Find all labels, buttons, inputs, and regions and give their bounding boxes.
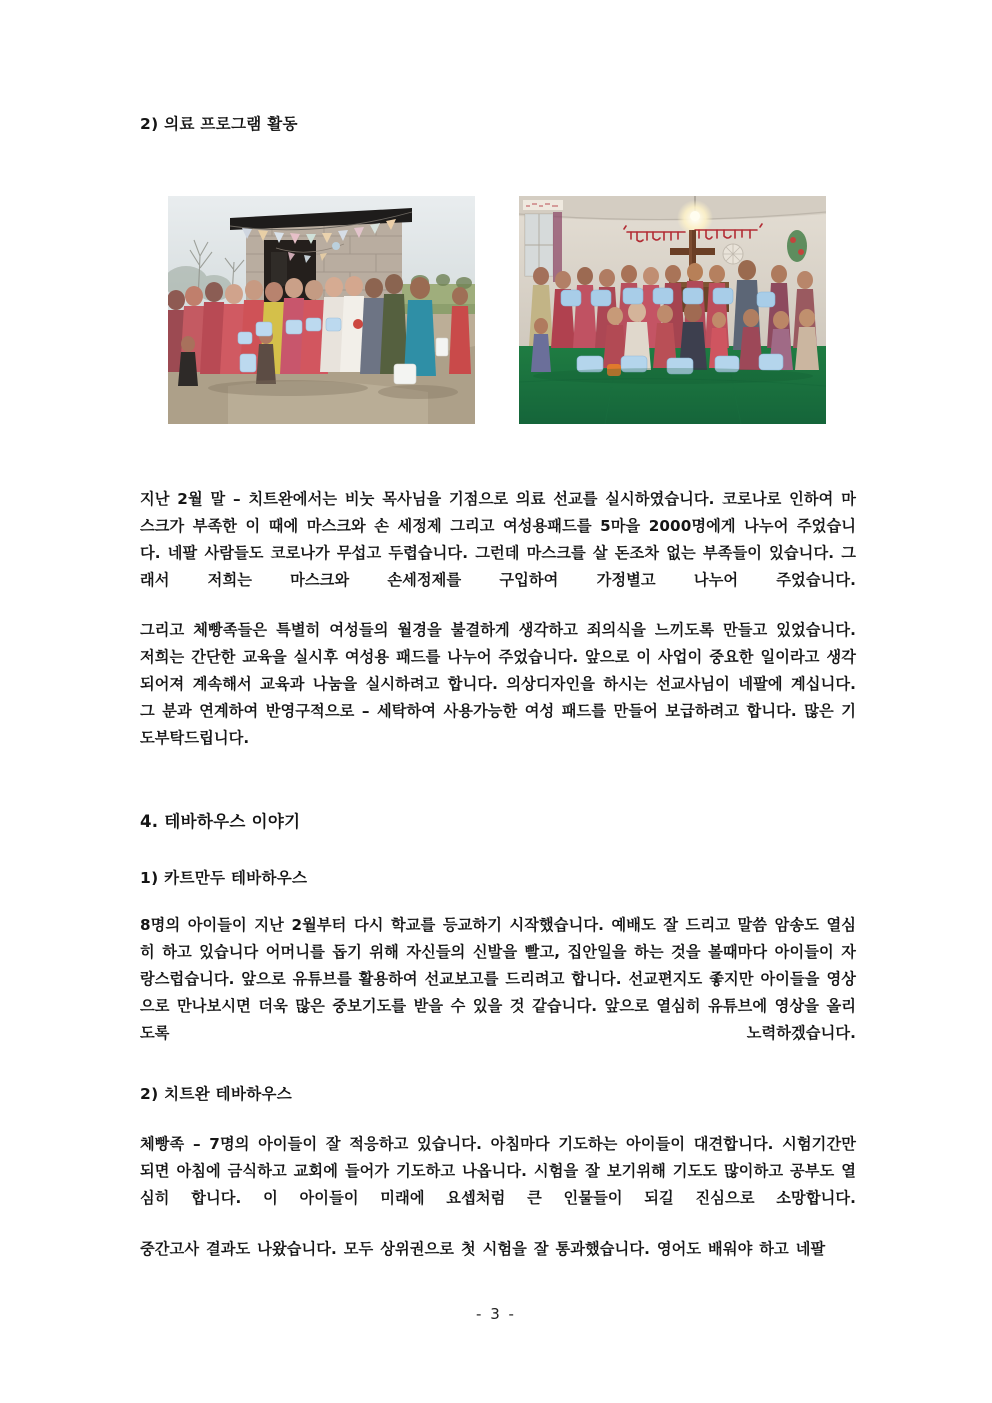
- section-heading-kathmandu-tebahouse: 1) 카트만두 테바하우스: [140, 869, 308, 887]
- photo-outdoor-group-mask-distribution: [168, 196, 475, 424]
- paragraph-kathmandu: 8명의 아이들이 지난 2월부터 다시 학교를 등교하기 시작했습니다. 예배도 잘 드리고 말씀 암송도 열심히 하고 있습니다 어머니를 돕기 위해 자신들의 신발을 빨고, 집안일을 하는 것을 볼때마다 아이들이 자랑스럽습니다. 앞으로 유튜브를 활용하여 선교보고를 드리려고 합니다. 선교편지도 좋지만 아이들을 영상으로 만나보시면 더욱 많은 중보기도를 받을 수 있을 것 같습니다. 앞으로 열심히 유튜브에 영상을 올리도록 노력하겠습니다.: [140, 916, 856, 1042]
- section-heading-chitwan-tebahouse: 2) 치트완 테바하우스: [140, 1085, 293, 1103]
- paragraph-chitwan-2: 중간고사 결과도 나왔습니다. 모두 상위권으로 첫 시험을 잘 통과했습니다. 영어도 배워야 하고 네팔: [140, 1240, 826, 1258]
- photo-church-illustration: [519, 196, 826, 424]
- page-number: - 3 -: [476, 1305, 516, 1323]
- section-heading-medical-program: 2) 의료 프로그램 활동: [140, 115, 298, 133]
- section-heading-tebahouse: 4. 테바하우스 이야기: [140, 812, 301, 831]
- photo-row: [168, 196, 826, 424]
- paragraph-chitwan-1: 체빵족 – 7명의 아이들이 잘 적응하고 있습니다. 아침마다 기도하는 아이들이 대견합니다. 시험기간만 되면 아침에 금식하고 교회에 들어가 기도하고 나옵니다. 시험을 잘 보기위해 기도도 많이하고 공부도 열심히 합니다. 이 아이들이 미래에 요셉처럼 큰 인물들이 되길 진심으로 소망합니다.: [140, 1135, 856, 1207]
- photo-church-interior-pad-distribution: [519, 196, 826, 424]
- paragraph-medical-2: 그리고 체빵족들은 특별히 여성들의 월경을 불결하게 생각하고 죄의식을 느끼도록 만들고 있었습니다. 저희는 간단한 교육을 실시후 여성용 패드를 나누어 주었습니다. 앞으로 이 사업이 중요한 일이라고 생각되어져 계속해서 교육과 나눔을 실시하려고 합니다. 의상디자인을 하시는 선교사님이 네팔에 계십니다. 그 분과 연계하여 반영구적으로 – 세탁하여 사용가능한 여성 패드를 만들어 보급하려고 합니다. 많은 기도부탁드립니다.: [140, 621, 856, 747]
- paragraph-medical-1: 지난 2월 말 – 치트완에서는 비눗 목사님을 기점으로 의료 선교를 실시하였습니다. 코로나로 인하여 마스크가 부족한 이 때에 마스크와 손 세정제 그리고 여성용패드를 5마을 2000명에게 나누어 주었습니다. 네팔 사람들도 코로나가 무섭고 두렵습니다. 그런데 마스크를 살 돈조차 없는 부족들이 있습니다. 그래서 저희는 마스크와 손세정제를 구입하여 가정별고 나누어 주었습니다.: [140, 490, 856, 589]
- photo-outdoor-illustration: [168, 196, 475, 424]
